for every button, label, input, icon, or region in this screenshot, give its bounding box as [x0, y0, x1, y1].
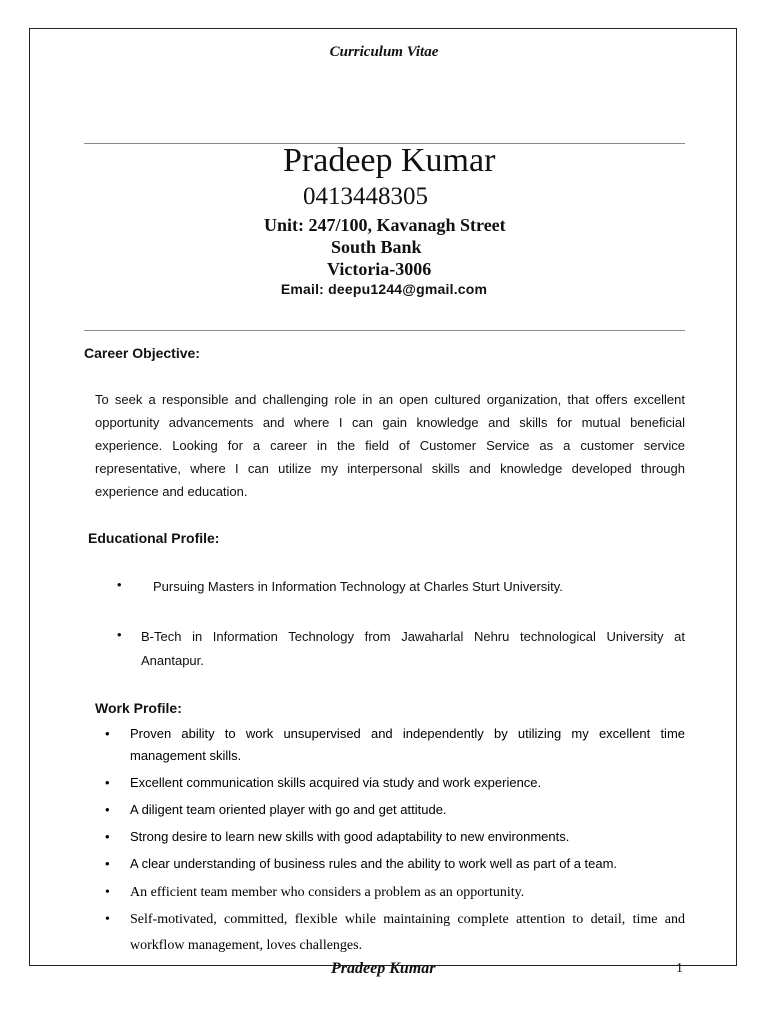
bullet-icon: • [105, 912, 110, 927]
work-item-text: A clear understanding of business rules and the ability to work well as part of a team. [130, 856, 618, 871]
list-item [105, 799, 685, 821]
address-line-2: South Bank [331, 237, 422, 257]
list-item [105, 772, 685, 794]
bullet-icon: • [105, 802, 110, 817]
education-item: Pursuing Masters in Information Technology at Charles Sturt University. [153, 579, 563, 594]
education-heading: Educational Profile: [88, 530, 220, 546]
bullet-icon: • [105, 856, 110, 871]
bullet-icon: • [117, 577, 122, 592]
footer-name: Pradeep Kumar [331, 960, 436, 977]
list-item [105, 853, 685, 875]
career-objective-text: To seek a responsible and challenging role in an open cultured organization, that offers excellent opportunity advancements and where I can gain knowledge and skills for mutual beneficial experience. Looking for a career in the field of Customer Service as a customer service representative, where I can utilize my interpersonal skills and knowledge developed through experience and education. [95, 392, 685, 499]
work-item-text: An efficient team member who considers a problem as an opportunity. [130, 885, 525, 900]
work-item-text: A diligent team oriented player with go and get attitude. [130, 802, 447, 817]
list-item [105, 880, 685, 906]
work-profile-list [105, 723, 685, 960]
bullet-icon: • [105, 829, 110, 844]
document-header: Curriculum Vitae [329, 44, 439, 60]
list-item [105, 907, 685, 959]
education-item: B-Tech in Information Technology from Jawaharlal Nehru technological University at Anantapur. [141, 629, 685, 668]
work-profile-heading: Work Profile: [95, 700, 182, 716]
work-item-text: Self-motivated, committed, flexible while maintaining complete attention to detail, time and workflow management, loves challenges. [130, 912, 685, 953]
list-item [105, 723, 685, 767]
contact-divider [84, 330, 685, 331]
bullet-icon: • [105, 726, 110, 741]
candidate-name: Pradeep Kumar [283, 142, 496, 179]
list-item [105, 826, 685, 848]
bullet-icon: • [117, 627, 122, 642]
career-objective-heading: Career Objective: [84, 345, 200, 361]
work-item-text: Proven ability to work unsupervised and independently by utilizing my excellent time management skills. [130, 726, 685, 763]
email-address: Email: deepu1244@gmail.com [280, 281, 488, 297]
bullet-icon: • [105, 885, 110, 900]
address-line-1: Unit: 247/100, Kavanagh Street [264, 215, 506, 235]
work-item-text: Strong desire to learn new skills with good adaptability to new environments. [130, 829, 570, 844]
phone-number: 0413448305 [303, 183, 428, 210]
bullet-icon: • [105, 775, 110, 790]
page-number: 1 [676, 961, 683, 976]
work-item-text: Excellent communication skills acquired via study and work experience. [130, 775, 542, 790]
address-line-3: Victoria-3006 [327, 259, 432, 279]
